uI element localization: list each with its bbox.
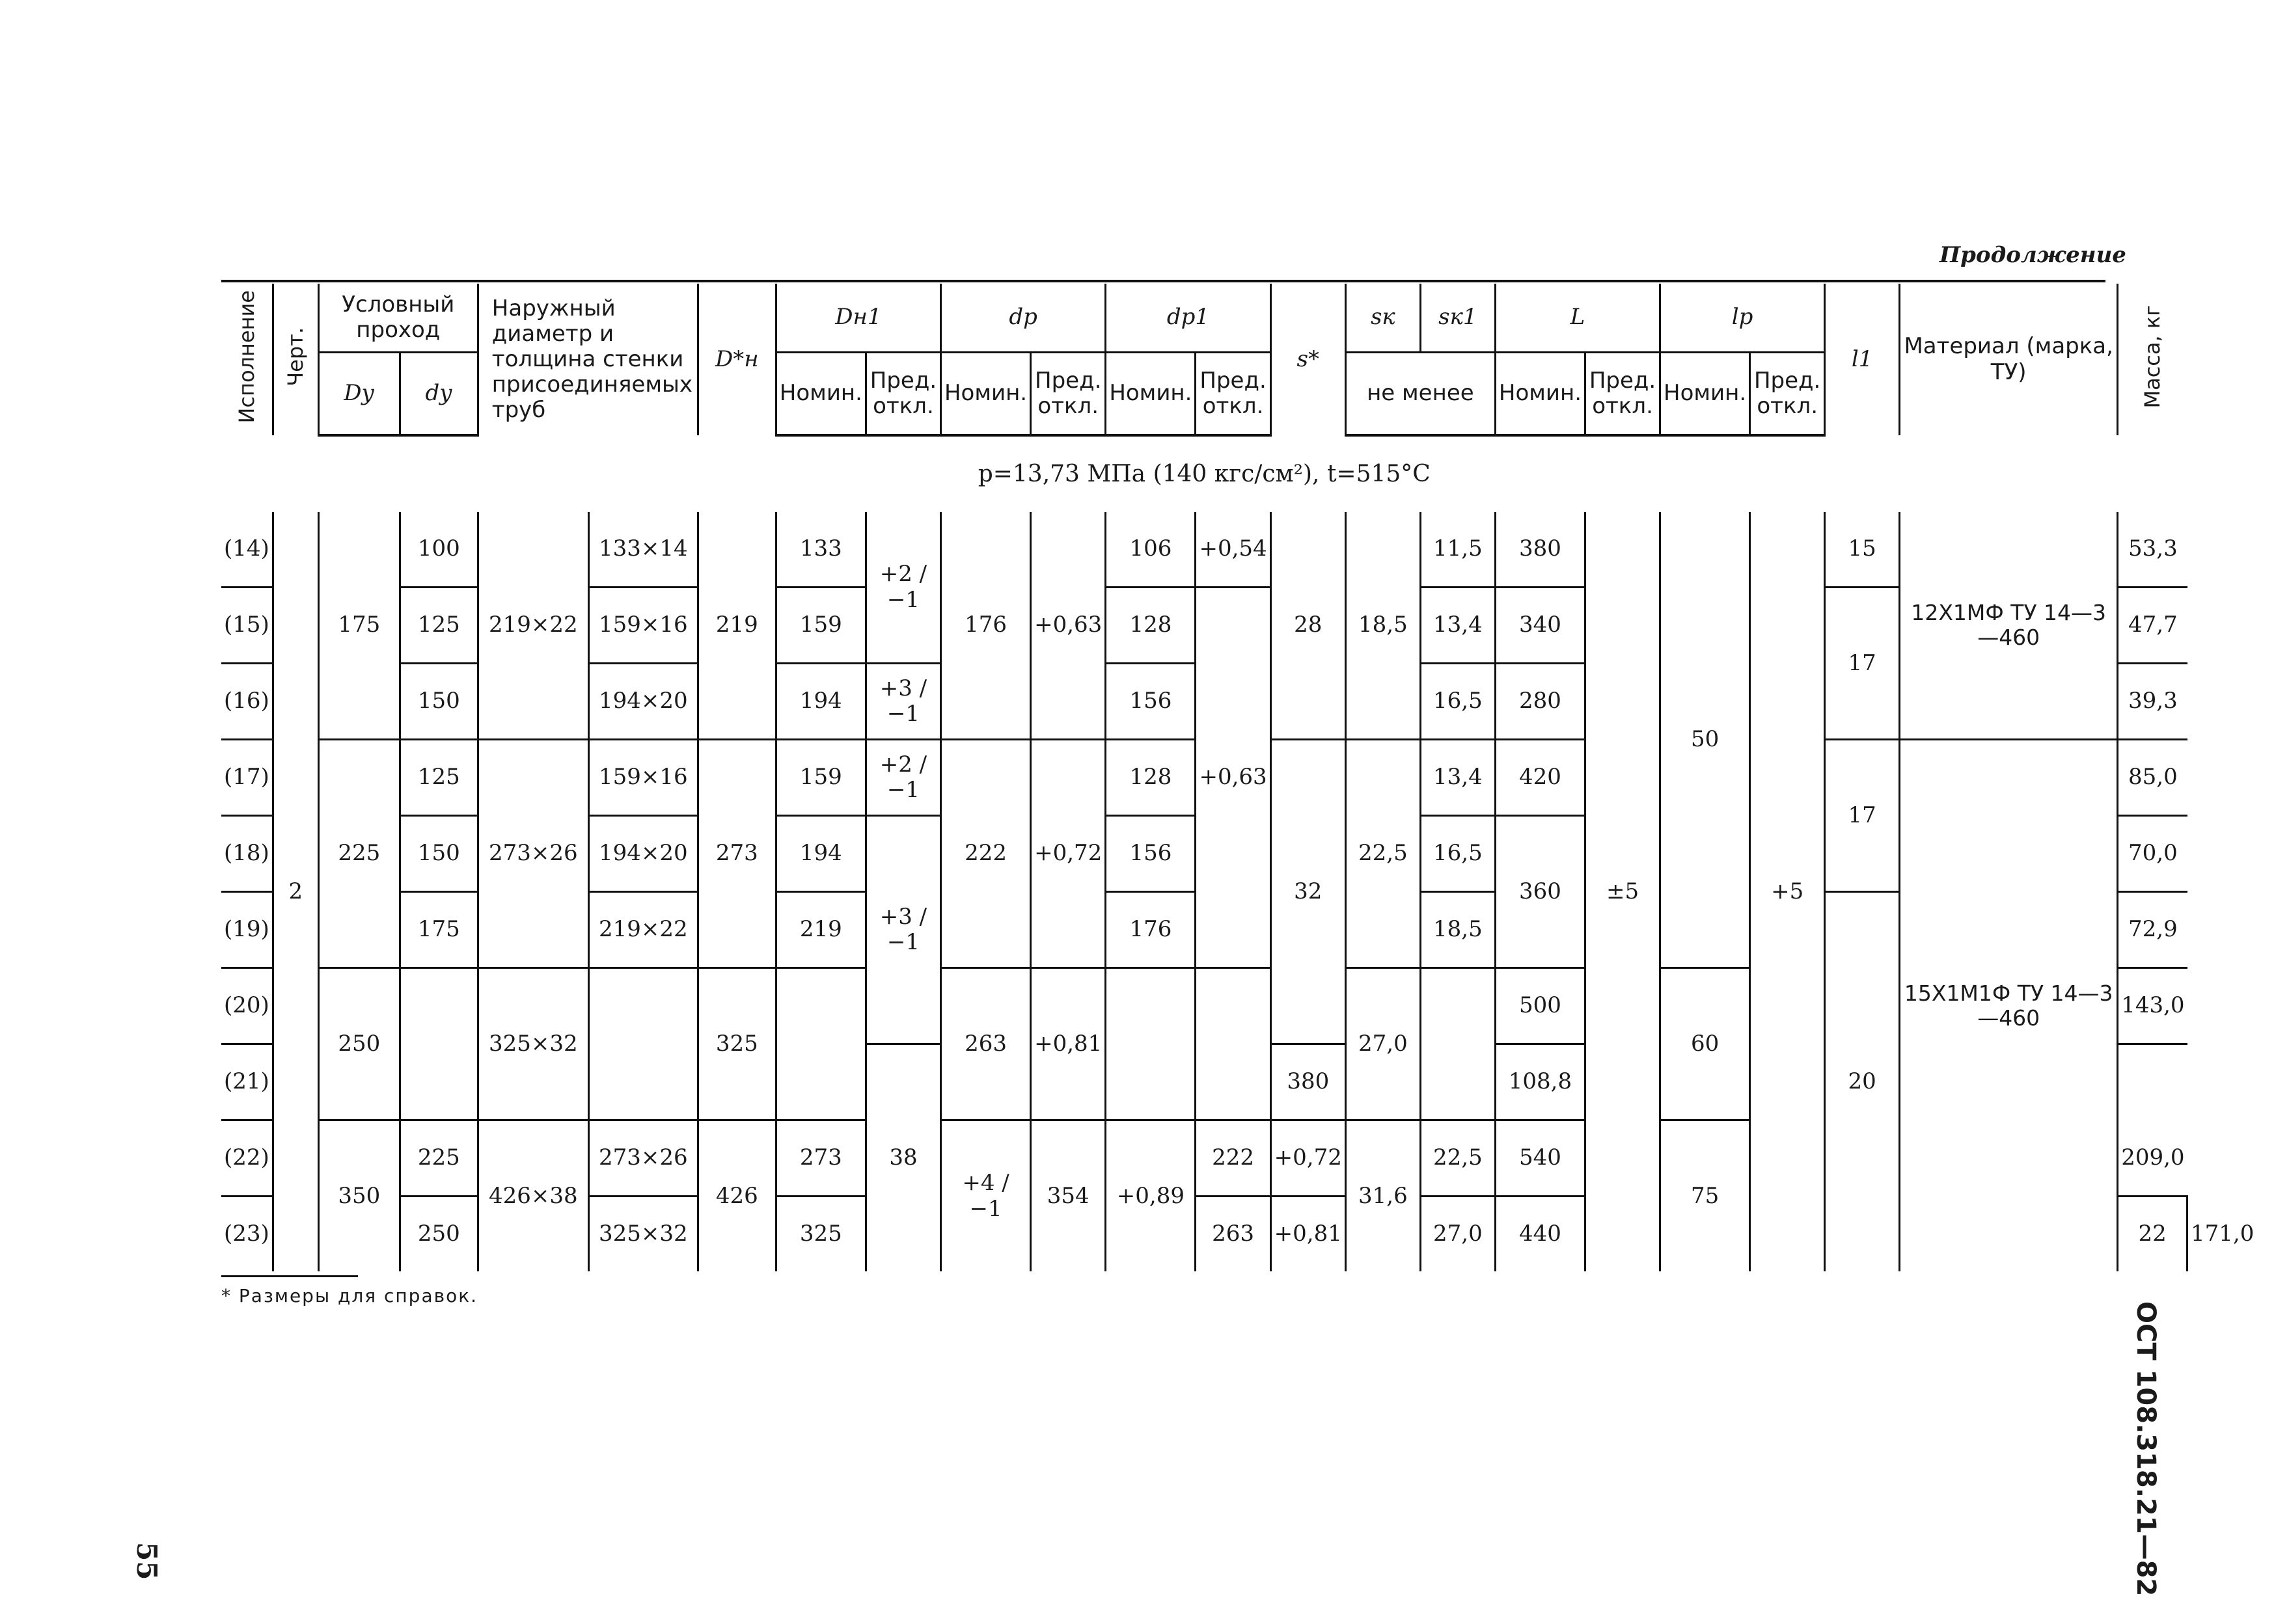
mass-cell: 72,9 bbox=[2118, 892, 2187, 968]
L-cell: 340 bbox=[1495, 588, 1585, 664]
Dy-cell: 250 bbox=[318, 968, 400, 1120]
l1-cell: 22 bbox=[2118, 1197, 2187, 1272]
Dn1-cell: 159 bbox=[776, 740, 866, 816]
header-dp1-pred: Пред. откл. bbox=[1196, 353, 1270, 436]
mass-cell: 143,0 bbox=[2118, 968, 2187, 1044]
dp1-dev-cell: +0,72 bbox=[1270, 1120, 1345, 1197]
lp-cell: 75 bbox=[1660, 1120, 1750, 1272]
isp-cell: (16) bbox=[221, 664, 273, 740]
header-dp-pred: Пред. откл. bbox=[1031, 353, 1106, 436]
sk-cell: 27,0 bbox=[1345, 968, 1420, 1120]
Dn1-cell: 325 bbox=[776, 1197, 866, 1272]
Dn1-cell: 194 bbox=[776, 816, 866, 892]
header-L-pred: Пред. откл. bbox=[1585, 353, 1660, 436]
page-number: 55 bbox=[131, 1542, 163, 1580]
dp1-cell: 156 bbox=[1106, 664, 1196, 740]
Dn1-dev-cell: +3 / −1 bbox=[866, 664, 940, 740]
header-dp1-nom: Номин. bbox=[1106, 353, 1196, 436]
dp1-cell: 128 bbox=[1106, 740, 1196, 816]
outer2-cell: 133×14 bbox=[588, 512, 698, 588]
dp1-cell: 263 bbox=[1196, 1197, 1270, 1272]
Dn1-cell: 219 bbox=[776, 892, 866, 968]
specification-table bbox=[221, 284, 2256, 1271]
header-lp-nom: Номин. bbox=[1660, 353, 1750, 436]
header-s: s* bbox=[1270, 284, 1345, 435]
sk1-cell: 22,5 bbox=[1420, 1120, 1495, 1197]
header-Dy: Dу bbox=[318, 353, 400, 436]
condition-line: p=13,73 МПа (140 кгс/см²), t=515°C bbox=[978, 461, 1431, 488]
mass-cell: 209,0 bbox=[2118, 1120, 2187, 1197]
header-L: L bbox=[1495, 284, 1660, 353]
mass-cell: 108,8 bbox=[1495, 1044, 1585, 1120]
outer2-cell: 159×16 bbox=[588, 588, 698, 664]
dp-cell: 176 bbox=[940, 512, 1030, 740]
mass-cell: 85,0 bbox=[2118, 740, 2187, 816]
l1-cell: 17 bbox=[1825, 740, 1900, 892]
dy-cell: 100 bbox=[400, 512, 478, 588]
dy-cell: 125 bbox=[400, 588, 478, 664]
material-cell: 15Х1М1Ф ТУ 14—3—460 bbox=[1900, 740, 2118, 1272]
sk1-cell: 11,5 bbox=[1420, 512, 1495, 588]
outer2-cell: 159×16 bbox=[588, 740, 698, 816]
document-number: ОСТ 108.318.21—82 bbox=[2131, 1301, 2161, 1597]
mass-cell: 47,7 bbox=[2118, 588, 2187, 664]
dp-cell: 354 bbox=[1031, 1120, 1106, 1272]
l1-cell: 15 bbox=[1825, 512, 1900, 588]
L-cell: 380 bbox=[1270, 1044, 1345, 1120]
mass-cell: 70,0 bbox=[2118, 816, 2187, 892]
L-cell: 500 bbox=[1495, 968, 1585, 1044]
isp-cell: (17) bbox=[221, 740, 273, 816]
dy-cell: 175 bbox=[400, 892, 478, 968]
L-cell: 440 bbox=[1495, 1197, 1585, 1272]
Dy-cell: 225 bbox=[318, 740, 400, 968]
header-material: Материал (марка, ТУ) bbox=[1900, 284, 2118, 435]
header-chert: Черт. bbox=[273, 284, 318, 435]
header-dp: dр bbox=[940, 284, 1105, 353]
outer1-cell: 325×32 bbox=[478, 968, 588, 1120]
l1-cell: 17 bbox=[1825, 588, 1900, 740]
dy-cell: 150 bbox=[400, 816, 478, 892]
dp1-dev-cell: +0,81 bbox=[1270, 1197, 1345, 1272]
header-sk1: sк1 bbox=[1420, 284, 1495, 353]
L-dev-cell: ±5 bbox=[1585, 512, 1660, 1271]
Dn-cell: 219 bbox=[698, 512, 776, 740]
outer1-cell: 426×38 bbox=[478, 1120, 588, 1272]
continuation-label: Продолжение bbox=[1939, 242, 2126, 268]
sk-cell: 18,5 bbox=[1345, 512, 1420, 740]
L-cell: 360 bbox=[1495, 816, 1585, 968]
sk1-cell: 13,4 bbox=[1420, 740, 1495, 816]
outer2-cell: 219×22 bbox=[588, 892, 698, 968]
sk1-cell: 16,5 bbox=[1420, 816, 1495, 892]
mass-cell: 171,0 bbox=[2187, 1197, 2257, 1272]
dp1-dev-cell: +0,54 bbox=[1196, 512, 1270, 588]
dy-cell: 150 bbox=[400, 664, 478, 740]
isp-cell: (20) bbox=[221, 968, 273, 1044]
L-cell: 540 bbox=[1495, 1120, 1585, 1197]
s-cell: 28 bbox=[1270, 512, 1345, 740]
isp-cell: (21) bbox=[221, 1044, 273, 1120]
dp1-cell: 156 bbox=[1106, 816, 1196, 892]
dp1-cell: 128 bbox=[1106, 588, 1196, 664]
dp1-cell: 106 bbox=[1106, 512, 1196, 588]
lp-dev-cell: +5 bbox=[1750, 512, 1825, 1271]
Dy-cell: 175 bbox=[318, 512, 400, 740]
footnote: * Размеры для справок. bbox=[221, 1285, 478, 1306]
header-mass: Масса, кг bbox=[2118, 284, 2187, 435]
Dy-cell: 350 bbox=[318, 1120, 400, 1272]
dp1-dev-cell bbox=[1196, 968, 1270, 1120]
outer1-cell: 273×26 bbox=[478, 740, 588, 968]
dp-dev-cell: +0,81 bbox=[1031, 968, 1106, 1120]
outer2-cell: 273×26 bbox=[588, 1120, 698, 1197]
Dn1-cell: 159 bbox=[776, 588, 866, 664]
sk-cell: 31,6 bbox=[1345, 1120, 1420, 1272]
Dn1-cell: 194 bbox=[776, 664, 866, 740]
header-dp1: dр1 bbox=[1106, 284, 1270, 353]
dp1-dev-cell: +0,63 bbox=[1196, 588, 1270, 968]
dp1-cell bbox=[1106, 968, 1196, 1120]
Dn1-dev-cell: +4 / −1 bbox=[940, 1120, 1030, 1272]
outer1-cell: 219×22 bbox=[478, 512, 588, 740]
header-Dn1-nom: Номин. bbox=[776, 353, 866, 436]
dp1-cell: 222 bbox=[1196, 1120, 1270, 1197]
sk1-cell bbox=[1420, 968, 1495, 1120]
dy-cell: 125 bbox=[400, 740, 478, 816]
header-outer-diameter: Наружный диаметр и толщина стенки присоединяемых труб bbox=[478, 284, 698, 435]
header-dp-nom: Номин. bbox=[940, 353, 1030, 436]
L-cell: 380 bbox=[1495, 512, 1585, 588]
outer2-cell bbox=[588, 968, 698, 1120]
dy-cell: 250 bbox=[400, 1197, 478, 1272]
l1-cell: 20 bbox=[1825, 892, 1900, 1272]
header-Dn: D*н bbox=[698, 284, 776, 435]
table-top-rule bbox=[221, 280, 2105, 282]
header-Dn1: Dн1 bbox=[776, 284, 940, 353]
chert-cell: 2 bbox=[273, 512, 318, 1271]
sk1-cell: 18,5 bbox=[1420, 892, 1495, 968]
isp-cell: (15) bbox=[221, 588, 273, 664]
dp-dev-cell: +0,72 bbox=[1031, 740, 1106, 968]
mass-cell: 53,3 bbox=[2118, 512, 2187, 588]
header-l1: l1 bbox=[1825, 284, 1900, 435]
dy-cell bbox=[400, 968, 478, 1120]
header-ne-menee: не менее bbox=[1345, 353, 1495, 436]
outer2-cell: 325×32 bbox=[588, 1197, 698, 1272]
isp-cell: (19) bbox=[221, 892, 273, 968]
dy-cell: 225 bbox=[400, 1120, 478, 1197]
L-cell: 280 bbox=[1495, 664, 1585, 740]
s-cell: 38 bbox=[866, 1044, 940, 1272]
L-cell: 420 bbox=[1495, 740, 1585, 816]
outer2-cell: 194×20 bbox=[588, 816, 698, 892]
header-Dn1-pred: Пред. откл. bbox=[866, 353, 940, 436]
outer2-cell: 194×20 bbox=[588, 664, 698, 740]
table-row bbox=[221, 512, 2256, 588]
header-lp: lр bbox=[1660, 284, 1825, 353]
isp-cell: (22) bbox=[221, 1120, 273, 1197]
mass-cell: 39,3 bbox=[2118, 664, 2187, 740]
Dn1-cell: 273 bbox=[776, 1120, 866, 1197]
sk1-cell: 27,0 bbox=[1420, 1197, 1495, 1272]
header-ispolnenie: Исполнение bbox=[221, 284, 273, 435]
lp-cell: 50 bbox=[1660, 512, 1750, 968]
Dn1-cell bbox=[776, 968, 866, 1120]
sk-cell: 22,5 bbox=[1345, 740, 1420, 968]
dp1-cell: 176 bbox=[1106, 892, 1196, 968]
dp-dev-cell: +0,63 bbox=[1031, 512, 1106, 740]
isp-cell: (23) bbox=[221, 1197, 273, 1272]
footnote-rule bbox=[221, 1275, 358, 1277]
lp-cell: 60 bbox=[1660, 968, 1750, 1120]
header-L-nom: Номин. bbox=[1495, 353, 1585, 436]
header-sk: sк bbox=[1345, 284, 1420, 353]
dp-cell: 263 bbox=[940, 968, 1030, 1120]
header-lp-pred: Пред. откл. bbox=[1750, 353, 1825, 436]
header-dy: dу bbox=[400, 353, 478, 436]
dp-cell: 222 bbox=[940, 740, 1030, 968]
header-uslovny-prohod: Условный проход bbox=[318, 284, 478, 353]
isp-cell: (18) bbox=[221, 816, 273, 892]
s-cell: 32 bbox=[1270, 740, 1345, 1044]
sk1-cell: 16,5 bbox=[1420, 664, 1495, 740]
Dn-cell: 273 bbox=[698, 740, 776, 968]
Dn1-cell: 133 bbox=[776, 512, 866, 588]
Dn1-dev-cell: +2 / −1 bbox=[866, 740, 940, 816]
Dn1-dev-cell: +2 / −1 bbox=[866, 512, 940, 664]
sk1-cell: 13,4 bbox=[1420, 588, 1495, 664]
material-cell: 12Х1МФ ТУ 14—3—460 bbox=[1900, 512, 2118, 740]
isp-cell: (14) bbox=[221, 512, 273, 588]
dp-dev-cell: +0,89 bbox=[1106, 1120, 1196, 1272]
Dn-cell: 325 bbox=[698, 968, 776, 1120]
Dn-cell: 426 bbox=[698, 1120, 776, 1272]
Dn1-dev-cell: +3 / −1 bbox=[866, 816, 940, 1044]
